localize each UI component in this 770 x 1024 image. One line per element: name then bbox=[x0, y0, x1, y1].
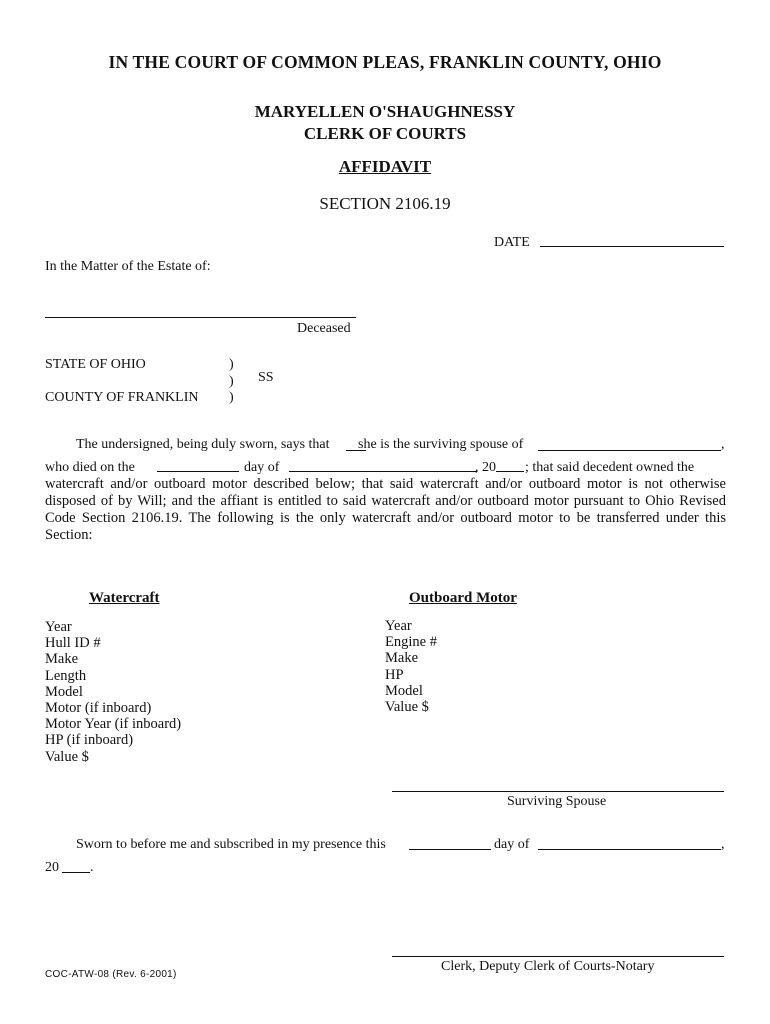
death-day-field[interactable] bbox=[157, 457, 239, 472]
field-label: HP bbox=[385, 666, 404, 683]
field-label: HP (if inboard) bbox=[45, 732, 134, 749]
date-label: DATE bbox=[494, 235, 530, 250]
sworn-year-prefix: 20 bbox=[45, 860, 59, 875]
clerk-title: CLERK OF COURTS bbox=[303, 124, 467, 143]
punctuation: , bbox=[721, 437, 725, 452]
outboard-fields bbox=[385, 618, 437, 715]
sworn-text: Sworn to before me and subscribed in my presence this bbox=[76, 837, 386, 852]
venue-county: COUNTY OF FRANKLIN bbox=[45, 390, 199, 405]
estate-matter-label: In the Matter of the Estate of: bbox=[45, 259, 211, 274]
section-number: SECTION 2106.19 bbox=[319, 194, 451, 213]
spouse-signature-line[interactable] bbox=[392, 791, 724, 792]
decedent-name-field[interactable] bbox=[45, 303, 356, 318]
field-label: Make bbox=[45, 651, 79, 668]
field-label: Year bbox=[45, 619, 72, 635]
deceased-label: Deceased bbox=[297, 321, 351, 336]
field-label: Model bbox=[385, 682, 423, 699]
venue-state: STATE OF OHIO bbox=[45, 357, 146, 372]
sworn-month-field[interactable] bbox=[538, 835, 721, 850]
field-label: Length bbox=[45, 667, 87, 684]
field-label: Value $ bbox=[385, 699, 429, 716]
died-on-label: who died on the bbox=[45, 460, 135, 475]
venue-paren: ) bbox=[229, 357, 234, 372]
punctuation: , bbox=[721, 837, 725, 852]
affidavit-line-1 bbox=[76, 437, 330, 453]
death-year-field[interactable] bbox=[496, 457, 524, 472]
outboard-heading: Outboard Motor bbox=[409, 590, 517, 606]
punctuation: . bbox=[90, 860, 94, 875]
document-type: AFFIDAVIT bbox=[338, 157, 432, 176]
field-label: Model bbox=[45, 683, 83, 700]
venue-paren: ) bbox=[229, 390, 234, 405]
clerk-signature-label: Clerk, Deputy Clerk of Courts-Notary bbox=[441, 959, 655, 974]
sworn-statement-text: The undersigned, being duly sworn, says that bbox=[76, 437, 330, 452]
decedent-owned-text: ; that said decedent owned the bbox=[525, 460, 695, 475]
sworn-day-field[interactable] bbox=[409, 835, 491, 850]
watercraft-fields bbox=[45, 619, 181, 765]
sworn-day-of-label: day of bbox=[494, 837, 530, 852]
day-of-label: day of bbox=[244, 460, 280, 475]
venue-ss: SS bbox=[258, 370, 274, 385]
clerk-name: MARYELLEN O'SHAUGHNESSY bbox=[254, 102, 516, 121]
field-label: Year bbox=[385, 618, 412, 634]
field-label: Engine # bbox=[385, 634, 437, 651]
spouse-name-field[interactable] bbox=[538, 436, 721, 451]
spouse-statement-text: she is the surviving spouse of bbox=[358, 437, 524, 452]
form-id: COC-ATW-08 (Rev. 6-2001) bbox=[45, 969, 177, 980]
watercraft-heading: Watercraft bbox=[89, 590, 160, 606]
field-label: Motor (if inboard) bbox=[45, 700, 152, 717]
date-field[interactable] bbox=[540, 232, 724, 247]
field-label: Motor Year (if inboard) bbox=[45, 716, 182, 733]
venue-paren: ) bbox=[229, 374, 234, 389]
sworn-year-field[interactable] bbox=[62, 858, 90, 873]
death-month-field[interactable] bbox=[289, 457, 477, 472]
field-label: Make bbox=[385, 650, 419, 667]
year-prefix-label: , 20 bbox=[475, 460, 496, 475]
field-label: Value $ bbox=[45, 748, 89, 765]
field-label: Hull ID # bbox=[45, 635, 101, 652]
court-heading: IN THE COURT OF COMMON PLEAS, FRANKLIN COUNTY, OHIO bbox=[108, 52, 662, 72]
spouse-signature-label: Surviving Spouse bbox=[507, 794, 607, 809]
affidavit-body-text: watercraft and/or outboard motor described below; that said watercraft and/or outboard motor is not otherwise disposed of by Will; and the affiant is entitled to said watercraft and/or outboard motor pursuant to Ohio Revised Code Section 2106.19. The following is the only watercraft and/or outboard motor to be transferred under this Section: bbox=[45, 476, 726, 543]
clerk-signature-line[interactable] bbox=[392, 956, 724, 957]
